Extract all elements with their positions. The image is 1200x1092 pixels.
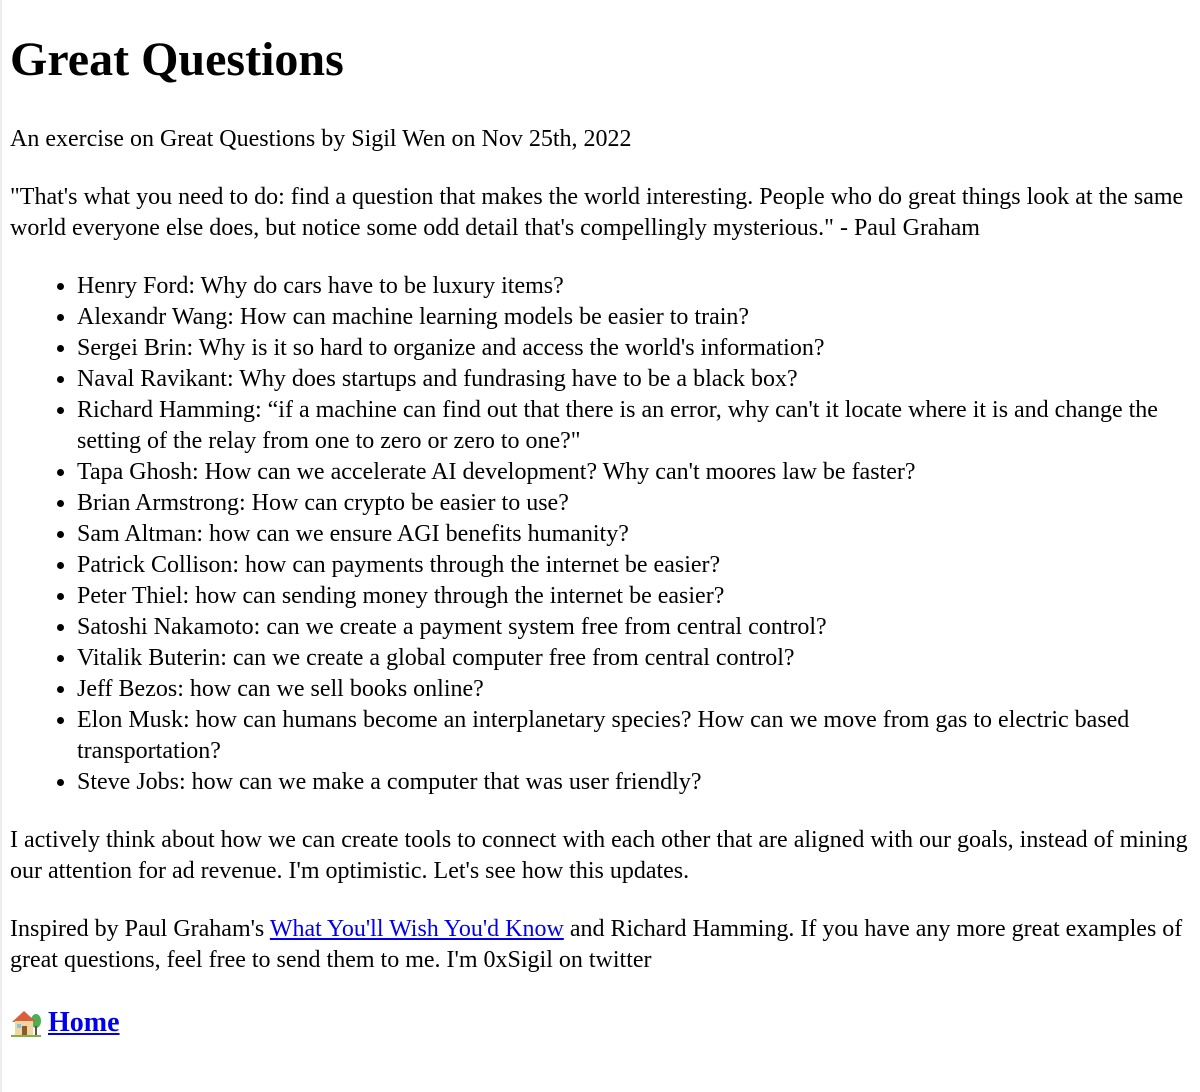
page-content	[10, 0, 1192, 1043]
closing-paragraph: I actively think about how we can create tools to connect with each other that are aligned with our goals, instead of mining our attention for ad revenue. I'm optimistic. Let's see how this updates.	[10, 827, 1188, 884]
questions-list	[10, 271, 1192, 798]
inspired-text-after: and Richard Hamming. If you have any more great examples of great questions, feel free to send them to me. I'm 0xSigil on twitter	[10, 916, 1183, 973]
inspired-paragraph	[10, 914, 1192, 976]
list-item: • Sergei Brin: Why is it so hard to organize and access the world's information?	[77, 333, 1192, 364]
what-youll-wish-youd-know-link[interactable]: What You'll Wish You'd Know	[269, 916, 564, 942]
paul-graham-quote: "That's what you need to do: find a question that makes the world interesting. People who do great things look at the same world everyone else does, but notice some odd detail that's compellingly mysterious." - Paul Graham	[10, 184, 1184, 241]
list-item: • Patrick Collison: how can payments through the internet be easier?	[77, 550, 1192, 581]
inspired-text-before: Inspired by Paul Graham's	[10, 916, 270, 942]
byline: An exercise on Great Questions by Sigil Wen on Nov 25th, 2022	[10, 126, 632, 152]
home-footer	[10, 1003, 1192, 1043]
page-title: Great Questions	[10, 33, 344, 86]
house-icon	[10, 1008, 42, 1038]
left-edge	[0, 0, 2, 1092]
list-item: • Elon Musk: how can humans become an interplanetary species? How can we move from gas to electric based transportation?	[77, 705, 1192, 767]
home-link[interactable]	[10, 1003, 120, 1043]
list-item: • Jeff Bezos: how can we sell books online?	[77, 674, 1192, 705]
list-item: • Peter Thiel: how can sending money through the internet be easier?	[77, 581, 1192, 612]
list-item: • Vitalik Buterin: can we create a global computer free from central control?	[77, 643, 1192, 674]
list-item: • Richard Hamming: “if a machine can find out that there is an error, why can't it locate where it is and change the setting of the relay from one to zero or zero to one?"	[77, 395, 1192, 457]
list-item: • Tapa Ghosh: How can we accelerate AI development? Why can't moores law be faster?	[77, 457, 1192, 488]
list-item: • Steve Jobs: how can we make a computer that was user friendly?	[77, 767, 1192, 798]
list-item: • Sam Altman: how can we ensure AGI benefits humanity?	[77, 519, 1192, 550]
list-item: • Alexandr Wang: How can machine learning models be easier to train?	[77, 302, 1192, 333]
home-label: Home	[48, 1007, 120, 1038]
list-item: • Naval Ravikant: Why does startups and fundrasing have to be a black box?	[77, 364, 1192, 395]
list-item: • Henry Ford: Why do cars have to be luxury items?	[77, 271, 1192, 302]
list-item: • Brian Armstrong: How can crypto be easier to use?	[77, 488, 1192, 519]
list-item: • Satoshi Nakamoto: can we create a payment system free from central control?	[77, 612, 1192, 643]
